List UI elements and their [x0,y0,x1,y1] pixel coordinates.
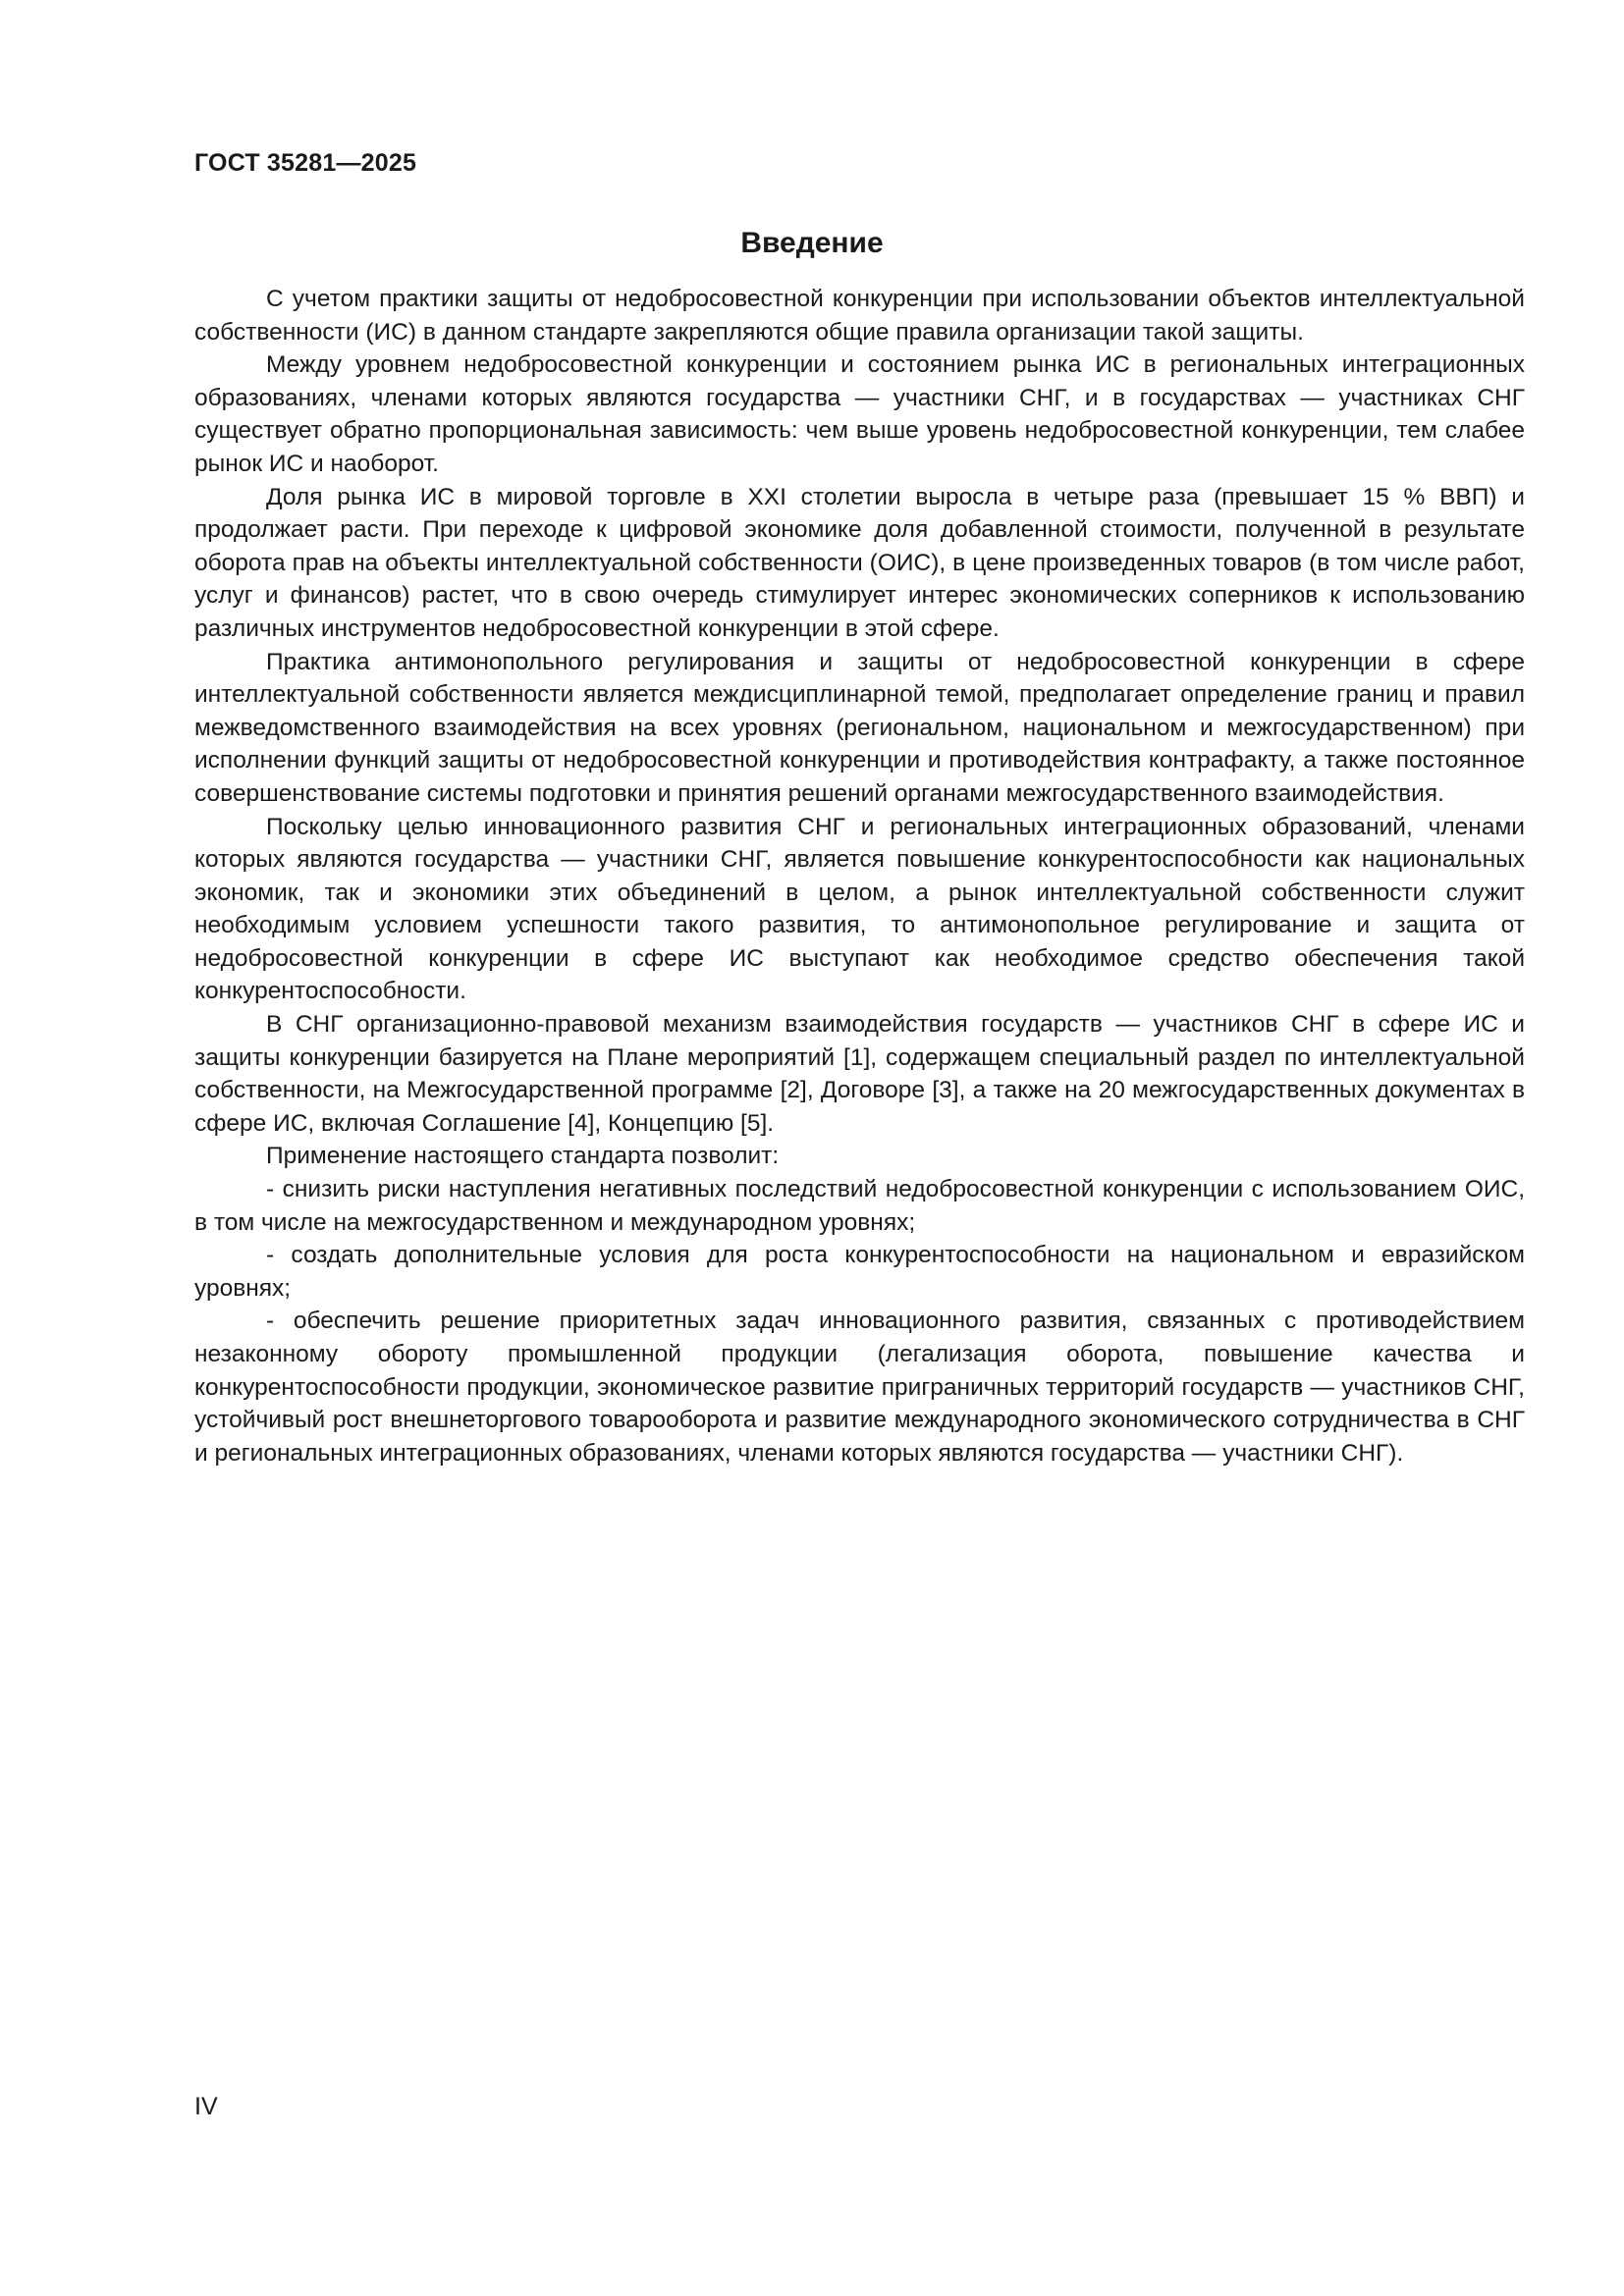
list-item: - обеспечить решение приоритетных задач инновационного развития, связанных с противодействием незаконному обороту промышленной продукции (легализация оборота, повышение качества и конкурентоспособности продукции, экономическое развитие приграничных территорий государств — участников СНГ, устойчивый рост внешнеторгового товарооборота и развитие международного экономического сотрудничества в СНГ и региональных интеграционных образованиях, членами которых являются государства — участники СНГ). [194,1308,1525,1467]
section-title: Введение [740,227,884,259]
paragraph: Между уровнем недобросовестной конкуренции и состоянием рынка ИС в региональных интеграционных образованиях, членами которых являются государства — участники СНГ, и в государствах — участниках СНГ существует обратно пропорциональная зависимость: чем выше уровень недобросовестной конкуренции, тем слабее рынок ИС и наоборот. [194,351,1525,477]
list-item: - снизить риски наступления негативных последствий недобросовестной конкуренции с использованием ОИС, в том числе на межгосударственном и международном уровнях; [194,1176,1525,1236]
paragraph: Применение настоящего стандарта позволит: [266,1143,780,1170]
paragraph: Поскольку целью инновационного развития СНГ и региональных интеграционных образований, членами которых являются государства — участники СНГ, является повышение конкурентоспособности как национальных экономик, так и экономики этих объединений в целом, а рынок интеллектуальной собственности служит необходимым условием успешности такого развития, то антимонопольное регулирование и защита от недобросовестной конкуренции в сфере ИС выступают как необходимое средство обеспечения такой конкурентоспособности. [194,813,1525,1005]
list-item: - создать дополнительные условия для роста конкурентоспособности на национальном и евразийском уровнях; [194,1242,1525,1302]
page-number: IV [194,2093,218,2120]
paragraph: В СНГ организационно-правовой механизм взаимодействия государств — участников СНГ в сфере ИС и защиты конкуренции базируется на Плане мероприятий [1], содержащем специальный раздел по интеллектуальной собственности, на Межгосударственной программе [2], Договоре [3], а также на 20 межгосударственных документах в сфере ИС, включая Соглашение [4], Концепцию [5]. [194,1011,1525,1137]
paragraph: С учетом практики защиты от недобросовестной конкуренции при использовании объектов интеллектуальной собственности (ИС) в данном стандарте закрепляются общие правила организации такой защиты. [194,286,1525,346]
paragraph: Практика антимонопольного регулирования и защиты от недобросовестной конкуренции в сфере интеллектуальной собственности является междисциплинарной темой, предполагает определение границ и правил межведомственного взаимодействия на всех уровнях (региональном, национальном и межгосударственном) при исполнении функций защиты от недобросовестной конкуренции и противодействия контрафакту, а также постоянное совершенствование системы подготовки и принятия решений органами межгосударственного взаимодействия. [194,648,1525,807]
paragraph: Доля рынка ИС в мировой торговле в XXI столетии выросла в четыре раза (превышает 15 % ВВП) и продолжает расти. При переходе к цифровой экономике доля добавленной стоимости, полученной в результате оборота прав на объекты интеллектуальной собственности (ОИС), в цене произведенных товаров (в том числе работ, услуг и финансов) растет, что в свою очередь стимулирует интерес экономических соперников к использованию различных инструментов недобросовестной конкуренции в этой сфере. [194,483,1525,642]
document-code: ГОСТ 35281—2025 [194,149,417,177]
body-text [194,283,1525,1469]
